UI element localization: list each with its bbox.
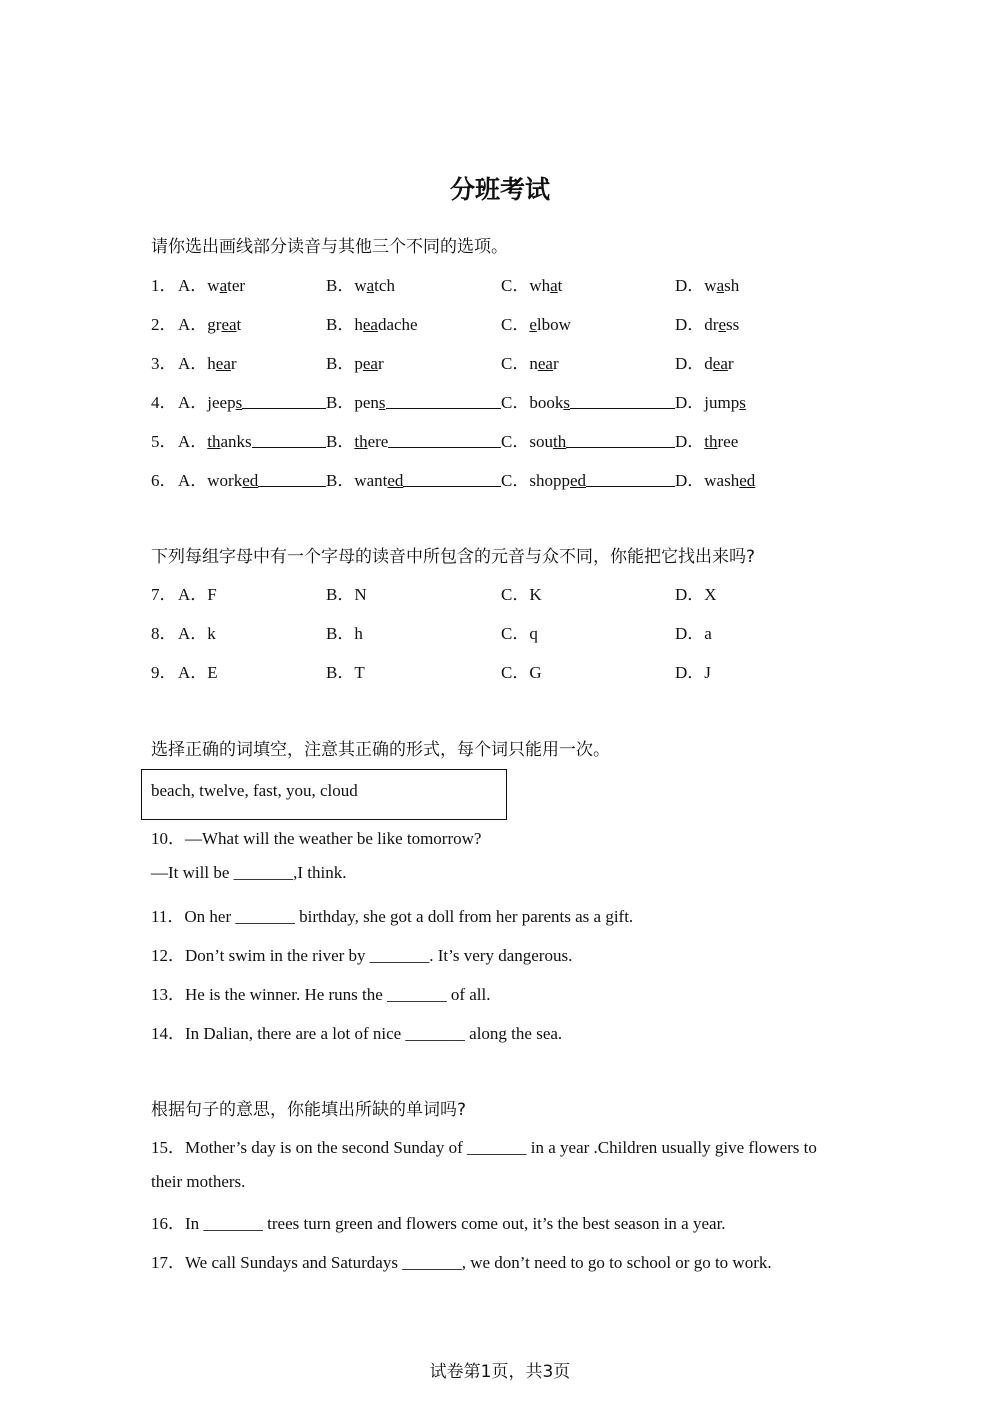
option-b <box>326 310 418 335</box>
option-d: D．a <box>675 624 712 643</box>
question-number: 5． <box>151 432 177 451</box>
blank-rule <box>388 447 501 448</box>
underlined-part: e <box>718 315 726 334</box>
underlined-part: ed <box>569 471 587 490</box>
option-label: D． <box>675 393 705 412</box>
option-b <box>326 427 388 452</box>
option-a: A．k <box>178 624 216 643</box>
blank-rule <box>566 447 675 448</box>
option-b <box>326 466 403 491</box>
option-b <box>326 271 395 296</box>
question-number: 4． <box>151 393 177 412</box>
option-label: C． <box>501 276 530 295</box>
underlined-part: ed <box>739 471 756 490</box>
option-a <box>178 310 241 335</box>
question-15: 15．Mother’s day is on the second Sunday of _______ in a year .Children usually give flowers to <box>151 1138 817 1157</box>
option-word: headache <box>354 315 418 334</box>
option-c: C．K <box>501 585 542 604</box>
blank-rule <box>252 447 326 448</box>
underlined-part: th <box>704 432 718 451</box>
option-word: dear <box>704 354 734 373</box>
option-c: C．G <box>501 663 542 682</box>
option-word: wash <box>704 276 740 295</box>
option-word: great <box>207 315 242 334</box>
question-16: 16．In _______ trees turn green and flowers come out, it’s the best season in a year. <box>151 1214 726 1233</box>
question-number: 7． <box>151 585 177 604</box>
underlined-part: ed <box>387 471 404 490</box>
underlined-part: th <box>552 432 567 451</box>
underlined-part: th <box>354 432 368 451</box>
option-c <box>501 466 586 491</box>
option-b <box>326 349 384 374</box>
question-12: 12．Don’t swim in the river by _______. It’s very dangerous. <box>151 946 573 965</box>
option-word: south <box>529 432 567 451</box>
option-d <box>675 349 734 374</box>
question-number: 2． <box>151 315 177 334</box>
option-label: A． <box>178 276 208 295</box>
page-title: 分班考试 <box>449 175 550 204</box>
option-b <box>326 388 386 413</box>
option-a <box>178 349 237 374</box>
option-d <box>675 466 755 491</box>
option-word: jumps <box>704 393 746 412</box>
option-word: pear <box>354 354 384 373</box>
question-10-answer-line: —It will be _______,I think. <box>151 863 347 882</box>
underlined-part: s <box>235 393 243 412</box>
underlined-part: th <box>207 432 221 451</box>
question-number: 6． <box>151 471 177 490</box>
blank-rule <box>570 408 675 409</box>
option-word: books <box>529 393 570 412</box>
question-10: 10．—What will the weather be like tomorrow? <box>151 829 482 848</box>
option-d <box>675 427 738 452</box>
option-label: B． <box>326 276 355 295</box>
option-d: D．X <box>675 585 717 604</box>
option-a <box>178 271 245 296</box>
blank-rule <box>242 408 326 409</box>
question-number: 1． <box>151 276 177 295</box>
option-label: A． <box>178 315 208 334</box>
question-14: 14．In Dalian, there are a lot of nice _______ along the sea. <box>151 1024 563 1043</box>
blank-rule <box>258 486 326 487</box>
section4-instruction: 根据句子的意思，你能填出所缺的单词吗? <box>151 1100 467 1120</box>
option-label: B． <box>326 354 355 373</box>
option-word: wanted <box>354 471 404 490</box>
section2-instruction: 下列每组字母中有一个字母的读音中所包含的元音与众不同，你能把它找出来吗? <box>151 547 756 567</box>
underlined-part: s <box>378 393 386 412</box>
option-d: D．J <box>675 663 711 682</box>
option-word: near <box>529 354 559 373</box>
page-footer: 试卷第1页，共3页 <box>429 1362 571 1382</box>
option-label: A． <box>178 354 208 373</box>
option-word: watch <box>354 276 395 295</box>
option-a <box>178 388 242 413</box>
option-b: B．N <box>326 585 367 604</box>
option-word: what <box>529 276 563 295</box>
option-c <box>501 271 562 296</box>
underlined-part: a <box>716 276 725 295</box>
option-word: there <box>354 432 389 451</box>
option-d <box>675 271 739 296</box>
underlined-part: ed <box>242 471 259 490</box>
blank-rule <box>586 486 675 487</box>
option-label: B． <box>326 432 355 451</box>
option-c <box>501 427 566 452</box>
option-a: A．E <box>178 663 218 682</box>
question-13: 13．He is the winner. He runs the _______ of all. <box>151 985 491 1004</box>
underlined-part: ea <box>221 315 237 334</box>
option-label: A． <box>178 432 208 451</box>
option-word: elbow <box>529 315 571 334</box>
underlined-part: a <box>550 276 558 295</box>
option-label: A． <box>178 393 208 412</box>
question-17: 17．We call Sundays and Saturdays _______, we don’t need to go to school or go to work. <box>151 1253 772 1272</box>
option-c: C．q <box>501 624 538 643</box>
underlined-part: a <box>366 276 375 295</box>
option-word: three <box>704 432 739 451</box>
underlined-part: ea <box>215 354 231 373</box>
option-word: pens <box>354 393 386 412</box>
option-word: water <box>207 276 246 295</box>
underlined-part: e <box>529 315 537 334</box>
word-box-text: beach, twelve, fast, you, cloud <box>151 781 358 800</box>
underlined-part: ea <box>537 354 553 373</box>
option-label: C． <box>501 432 530 451</box>
question-number: 8． <box>151 624 177 643</box>
option-a <box>178 427 252 452</box>
underlined-part: s <box>739 393 746 412</box>
option-label: A． <box>178 471 208 490</box>
underlined-part: a <box>219 276 228 295</box>
question-number: 9． <box>151 663 177 682</box>
option-label: D． <box>675 432 705 451</box>
option-label: C． <box>501 315 530 334</box>
blank-rule <box>403 486 501 487</box>
option-word: jeeps <box>207 393 243 412</box>
option-word: worked <box>207 471 259 490</box>
option-a <box>178 466 258 491</box>
word-box <box>141 769 507 820</box>
option-word: thanks <box>207 432 252 451</box>
option-word: hear <box>207 354 237 373</box>
option-d <box>675 310 739 335</box>
section1-instruction: 请你选出画线部分读音与其他三个不同的选项。 <box>151 237 508 257</box>
underlined-part: ea <box>362 315 378 334</box>
blank-rule <box>386 408 501 409</box>
option-label: B． <box>326 393 355 412</box>
option-b: B．T <box>326 663 365 682</box>
underlined-part: s <box>563 393 570 412</box>
option-label: B． <box>326 315 355 334</box>
section3-instruction: 选择正确的词填空，注意其正确的形式，每个词只能用一次。 <box>151 740 610 760</box>
underlined-part: ea <box>362 354 378 373</box>
option-label: D． <box>675 354 705 373</box>
option-label: C． <box>501 354 530 373</box>
option-label: C． <box>501 471 530 490</box>
option-label: C． <box>501 393 530 412</box>
underlined-part: ea <box>712 354 728 373</box>
question-number: 3． <box>151 354 177 373</box>
option-d <box>675 388 746 413</box>
option-label: D． <box>675 471 705 490</box>
option-label: D． <box>675 315 705 334</box>
option-label: B． <box>326 471 355 490</box>
option-a: A．F <box>178 585 217 604</box>
question-11: 11．On her _______ birthday, she got a doll from her parents as a gift. <box>151 907 634 926</box>
option-word: shopped <box>529 471 587 490</box>
option-c <box>501 310 571 335</box>
option-c <box>501 349 559 374</box>
option-b: B．h <box>326 624 363 643</box>
option-label: D． <box>675 276 705 295</box>
option-word: washed <box>704 471 756 490</box>
option-word: dress <box>704 315 740 334</box>
option-c <box>501 388 570 413</box>
question-15-continued: their mothers. <box>151 1172 246 1191</box>
